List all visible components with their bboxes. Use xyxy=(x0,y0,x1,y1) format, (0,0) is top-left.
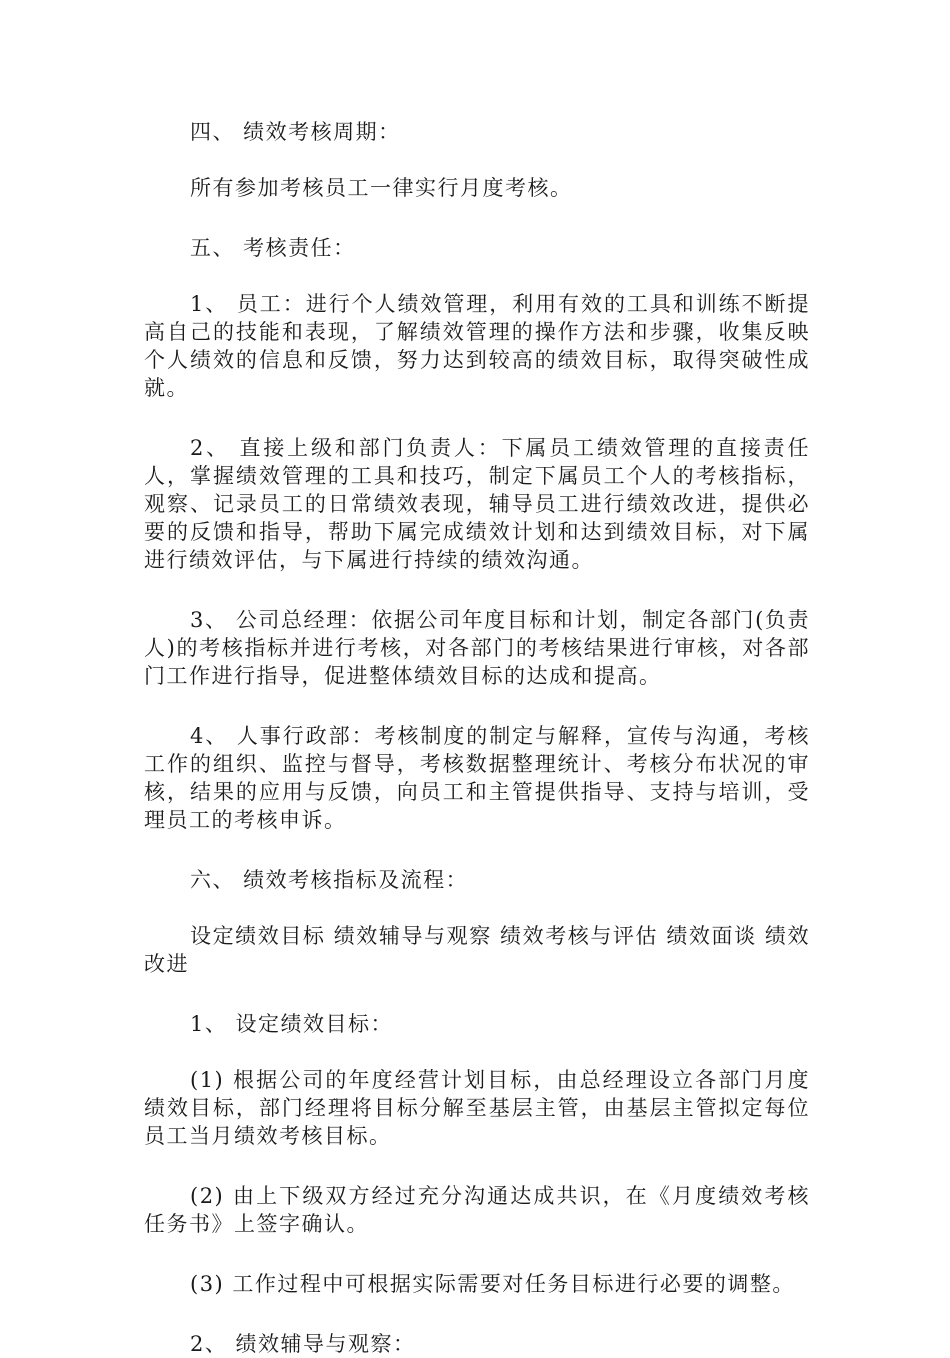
subheading-set-goals: 1、 设定绩效目标： xyxy=(190,1012,394,1036)
paragraph-gm-responsibility: 3、 公司总经理：依据公司年度目标和计划，制定各部门(负责人)的考核指标并进行考核，对各部门的考核结果进行审核，对各部门工作进行指导，促进整体绩效目标的达成和提高。 xyxy=(144,608,810,688)
paragraph-goal-step-1: (1) 根据公司的年度经营计划目标，由总经理设立各部门月度绩效目标，部门经理将目标分解至基层主管，由基层主管拟定每位员工当月绩效考核目标。 xyxy=(144,1068,810,1148)
section-heading-cycle: 四、 绩效考核周期： xyxy=(190,120,401,144)
paragraph-manager-responsibility: 2、 直接上级和部门负责人：下属员工绩效管理的直接责任人，掌握绩效管理的工具和技巧，制定下属员工个人的考核指标，观察、记录员工的日常绩效表现，辅导员工进行绩效改进，提供必要的反馈和指导，帮助下属完成绩效计划和达到绩效目标，对下属进行绩效评估，与下属进行持续的绩效沟通。 xyxy=(144,436,810,572)
section-heading-responsibility: 五、 考核责任： xyxy=(190,236,356,260)
subheading-coaching: 2、 绩效辅导与观察： xyxy=(190,1332,416,1356)
paragraph-process-flow: 设定绩效目标 绩效辅导与观察 绩效考核与评估 绩效面谈 绩效改进 xyxy=(144,924,810,976)
paragraph-hr-responsibility: 4、 人事行政部：考核制度的制定与解释，宣传与沟通，考核工作的组织、监控与督导，考核数据整理统计、考核分布状况的审核，结果的应用与反馈，向员工和主管提供指导、支持与培训，受理员工的考核申诉。 xyxy=(144,724,810,832)
paragraph-goal-step-3: (3) 工作过程中可根据实际需要对任务目标进行必要的调整。 xyxy=(190,1272,795,1296)
section-heading-indicators: 六、 绩效考核指标及流程： xyxy=(190,868,469,892)
paragraph-cycle-body: 所有参加考核员工一律实行月度考核。 xyxy=(190,176,573,200)
paragraph-employee-responsibility: 1、 员工：进行个人绩效管理，利用有效的工具和训练不断提高自己的技能和表现，了解绩效管理的操作方法和步骤，收集反映个人绩效的信息和反馈，努力达到较高的绩效目标，取得突破性成就。 xyxy=(144,292,810,400)
paragraph-goal-step-2: (2) 由上下级双方经过充分沟通达成共识，在《月度绩效考核任务书》上签字确认。 xyxy=(144,1184,810,1236)
